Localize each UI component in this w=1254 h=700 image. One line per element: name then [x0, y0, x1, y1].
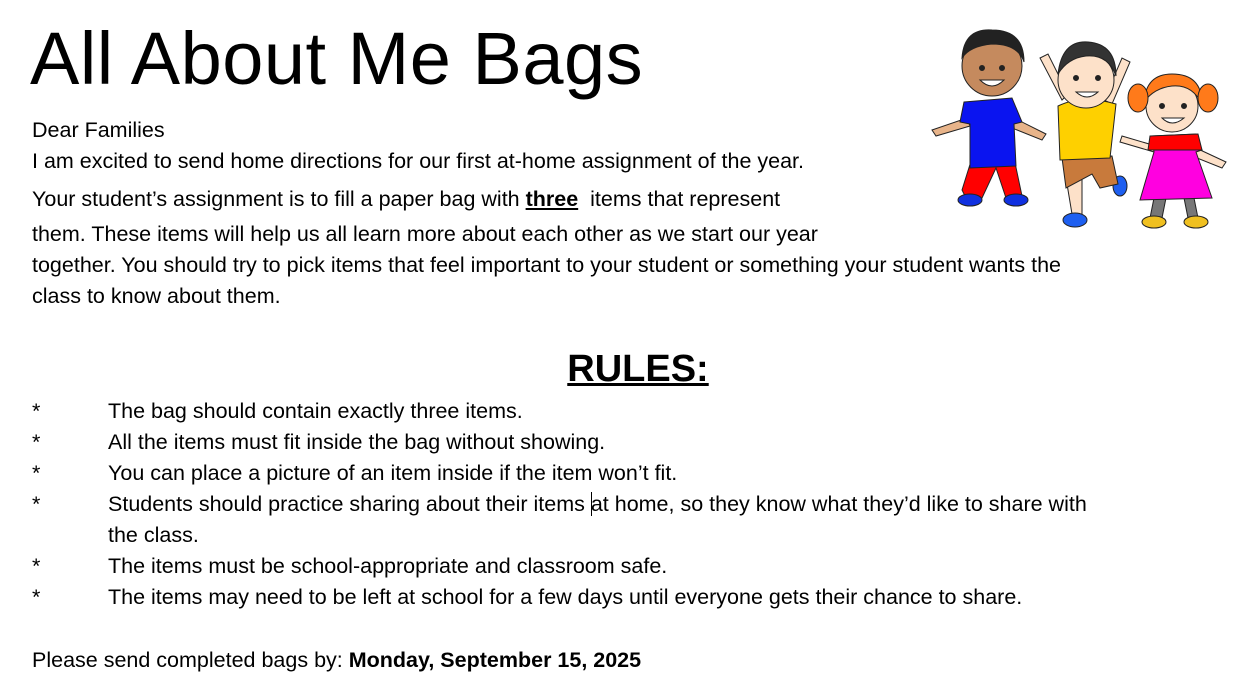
boy-yellow-shirt — [1040, 42, 1130, 227]
bullet-icon: * — [32, 430, 41, 454]
rule-item: All the items must fit inside the bag without showing. — [108, 430, 606, 454]
rule-item-4-start: Students should practice sharing about their items — [108, 492, 591, 516]
rule-item: The items must be school-appropriate and classroom safe. — [108, 554, 668, 578]
letter-line-3: them. These items will help us all learn more about each other as we start our year — [32, 222, 818, 246]
bullet-icon: * — [32, 461, 41, 485]
girl-pink-dress — [1120, 74, 1226, 228]
rule-item: The items may need to be left at school for a few days until everyone gets their chance to share. — [108, 585, 1023, 609]
bullet-icon: * — [32, 399, 41, 423]
greeting: Dear Families — [32, 118, 165, 142]
rule-item-4-rest: at home, so they know what they’d like to share with — [590, 492, 1087, 516]
rule-item-4-continued: the class. — [108, 523, 199, 547]
bullet-icon: * — [32, 585, 41, 609]
due-date-label: Please send completed bags by: — [32, 648, 349, 672]
due-date-line — [32, 646, 641, 674]
due-date: Monday, September 15, 2025 — [348, 648, 642, 672]
bullet-icon: * — [32, 554, 41, 578]
rule-item: The bag should contain exactly three items. — [108, 399, 523, 423]
letter-line-4: together. You should try to pick items that feel important to your student or something your student wants the — [32, 253, 1062, 277]
three-emphasis: three — [525, 187, 579, 211]
letter-line-1: I am excited to send home directions for our first at-home assignment of the year. — [32, 149, 804, 173]
letter-line-5: class to know about them. — [32, 284, 281, 308]
rule-item — [108, 490, 1087, 518]
rules-heading: RULES: — [567, 348, 709, 390]
letter-line-2 — [32, 185, 780, 213]
page-title: All About Me Bags — [30, 17, 644, 100]
letter-line-2-after: items that represent — [578, 187, 781, 211]
bullet-icon: * — [32, 492, 41, 516]
boy-blue-shirt — [932, 30, 1046, 206]
rule-item: You can place a picture of an item inside if the item won’t fit. — [108, 461, 678, 485]
children-illustration — [922, 18, 1240, 234]
letter-line-2-before: Your student’s assignment is to fill a paper bag with — [32, 187, 526, 211]
